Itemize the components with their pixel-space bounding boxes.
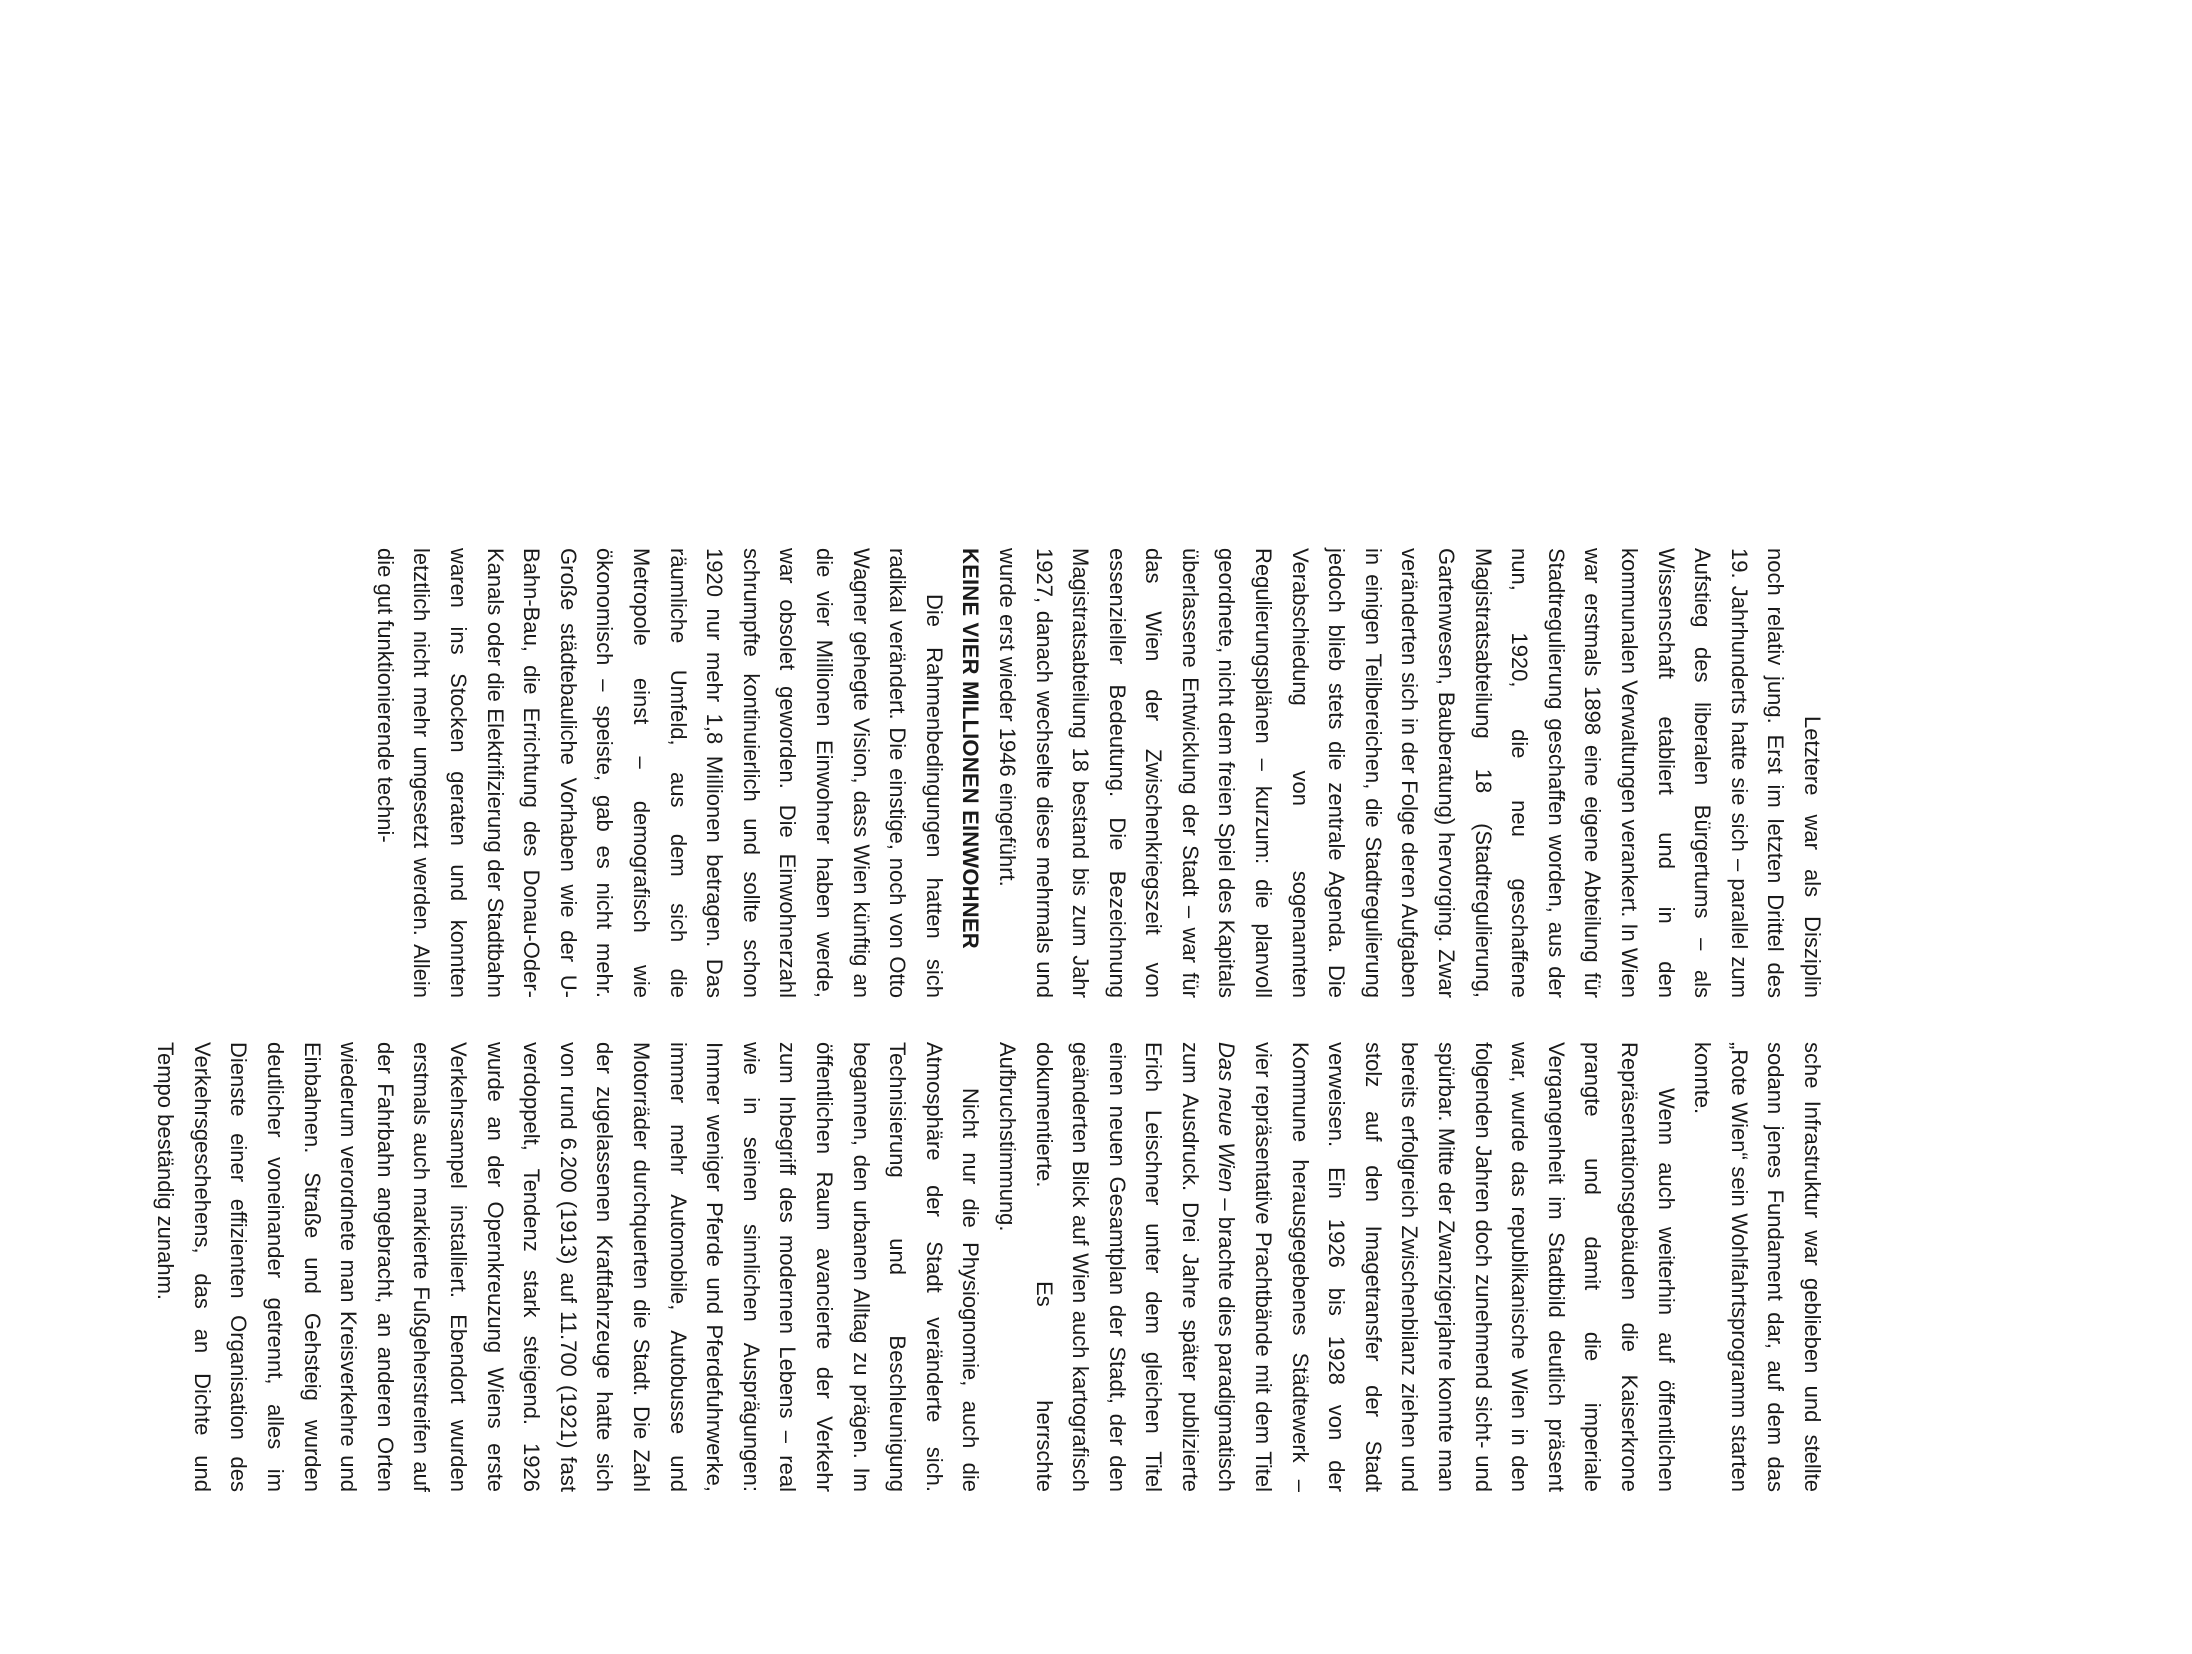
paragraph-traffic: Nicht nur die Physiognomie, auch die Atmosphäre der Stadt veränderte sich. Technisierung und Beschleunigung begannen, den urbanen Alltag zu prägen. Im öffentlichen Raum avancierte der Verkehr zum Inbegriff des modernen Lebens – real wie in seinen sinnlichen Ausprägungen: Immer weniger Pferde und Pferdefuhrwerke, immer mehr Automobile, Autobusse und Motorräder durchquerten die Stadt. Die Zahl der zugelassenen Kraftfahrzeuge hatte sich von rund 6.200 (1913) auf 11.700 (1921) fast verdoppelt, Tendenz stark steigend. 1926 wurde an der Opernkreuzung Wiens erste Verkehrsampel installiert. Ebendort wurden erstmals auch markierte Fußgeherstreifen auf der Fahrbahn angebracht, an anderen Orten wiederum verordnete man Kreisverkehre und Einbahnen. Straße und Gehsteig wurden deutlicher voneinander getrennt, alles im Dienste einer effizienten Organisation des Verkehrsgeschehens, das an Dichte und Tempo beständig zunahm.	[153, 1042, 984, 1492]
paragraph-continuation: sche Infrastruktur war geblieben und stellte sodann jenes Fundament dar, auf dem das „Rote Wien“ sein Wohlfahrtsprogramm starten konnte.	[1690, 1042, 1825, 1492]
text-column-left	[366, 548, 1830, 998]
book-title: Das neue Wien	[1214, 1042, 1240, 1193]
paragraph-text-end: – brachte dies paradigmatisch zum Ausdruck. Drei Jahre später publizierte Erich Leischner unter dem gleichen Titel einen neuen Gesamtplan der Stadt, der den geänderten Blick auf Wien auch kartografisch dokumentierte. Es herrschte Aufbruchstimmung.	[994, 1042, 1240, 1492]
section-heading: KEINE VIER MILLIONEN EINWOHNER	[958, 548, 984, 949]
paragraph-lead: Letztere war als Disziplin noch relativ jung. Erst im letzten Drittel des 19. Jahrhunderts hatte sie sich – parallel zum Aufstieg des liberalen Bürgertums – als Wissenschaft etabliert und in den kommunalen Verwaltungen verankert. In Wien war erstmals 1898 eine eigene Abteilung für Stadtregulierung geschaffen worden, aus der nun, 1920, die neu geschaffene Magistratsabteilung 18 (Stadtregulierung, Gartenwesen, Bauberatung) hervorging. Zwar veränderten sich in der Folge deren Aufgaben in einigen Teilbereichen, die Stadtregulierung jedoch blieb stets die zentrale Agenda. Die Verabschiedung von sogenannten Regulierungsplänen – kurzum: die planvoll geordnete, nicht dem freien Spiel des Kapitals überlassene Entwicklung der Stadt – war für das Wien der Zwischenkriegszeit von essenzieller Bedeutung. Die Bezeichnung Magistratsabteilung 18 bestand bis zum Jahr 1927, danach wechselte diese mehrmals und wurde erst wieder 1946 eingeführt.	[994, 548, 1825, 999]
paragraph-das-neue-wien	[988, 1042, 1683, 1492]
paragraph-text-start: Wenn auch weiterhin auf öffentlichen Repräsentationsgebäuden die Kaiserkrone prangte und damit die imperiale Vergangenheit im Stadtbild deutlich präsent war, wurde das republikanische Wien in den folgenden Jahren doch zunehmend sicht- und spürbar. Mitte der Zwanzigerjahre konnte man bereits erfolgreich Zwischenbilanz ziehen und stolz auf den Imagetransfer der Stadt verweisen. Ein 1926 bis 1928 von der Kommune herausgegebenes Städtewerk – vier repräsentative Prachtbände mit dem Titel	[1251, 1042, 1679, 1492]
paragraph-after-heading: Die Rahmenbedingungen hatten sich radikal verändert. Die einstige, noch von Otto Wagner gehegte Vision, dass Wien künftig an die vier Millionen Einwohner haben werde, war obsolet geworden. Die Einwohnerzahl schrumpfte kontinuierlich und sollte schon 1920 nur mehr 1,8 Millionen betragen. Das räumliche Umfeld, aus dem sich die Metropole einst – demografisch wie ökonomisch – speiste, gab es nicht mehr. Große städtebauliche Vorhaben wie der U-Bahn-Bau, die Errichtung des Donau-Oder-Kanals oder die Elektrifizierung der Stadtbahn waren ins Stocken geraten und konnten letztlich nicht mehr umgesetzt werden. Allein die gut funktionierende techni-	[372, 548, 947, 998]
text-column-right	[147, 1042, 1830, 1492]
